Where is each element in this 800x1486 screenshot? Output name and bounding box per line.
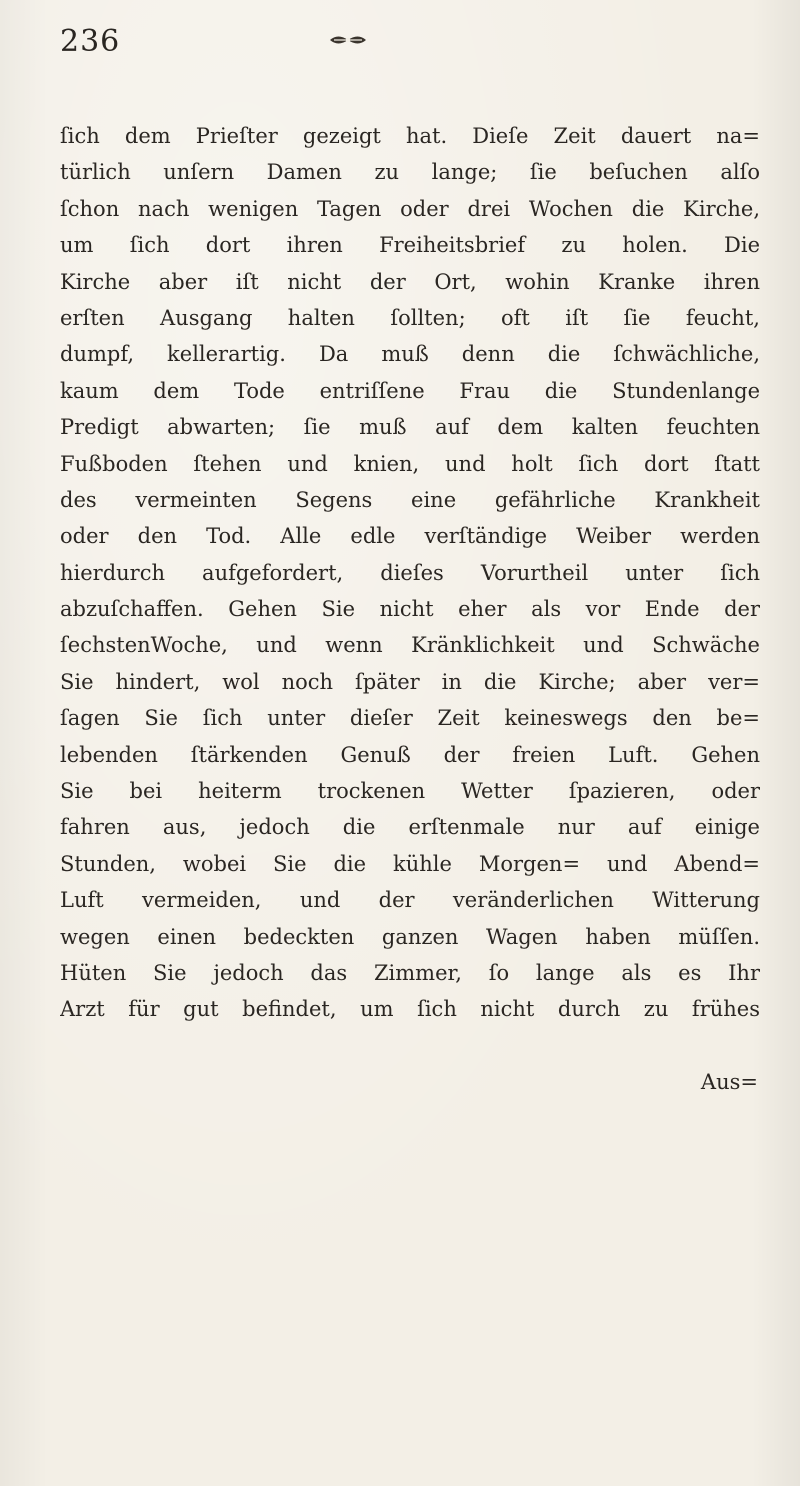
text-line: Arzt für gut befindet, um ſich nicht durch zu frühes	[60, 997, 760, 1022]
catchword: Aus=	[700, 1070, 758, 1094]
text-line: Predigt abwarten; ſie muß auf dem kalten feuchten	[60, 415, 760, 440]
text-line: Luft vermeiden, und der veränderlichen Witterung	[60, 888, 760, 913]
text-line: wegen einen bedeckten ganzen Wagen haben müſſen.	[60, 924, 760, 949]
page-header	[60, 24, 740, 74]
text-line: Stunden, wobei Sie die kühle Morgen= und Abend=	[60, 851, 760, 876]
text-line: hierdurch aufgefordert, dieſes Vorurtheil unter ſich	[60, 560, 760, 585]
text-line: lebenden ſtärkenden Genuß der freien Luft. Gehen	[60, 742, 760, 767]
text-line: ſchon nach wenigen Tagen oder drei Wochen die Kirche,	[60, 196, 760, 221]
text-line: dumpf, kellerartig. Da muß denn die ſchwächliche,	[60, 342, 760, 367]
text-line: fahren aus, jedoch die erſtenmale nur auf einige	[60, 815, 760, 840]
text-line: abzuſchaffen. Gehen Sie nicht eher als vor Ende der	[60, 597, 760, 622]
fleuron-ornament-icon	[328, 30, 368, 54]
text-line: des vermeinten Segens eine gefährliche Krankheit	[60, 487, 760, 512]
text-line: erſten Ausgang halten ſollten; oft iſt ſie feucht,	[60, 305, 760, 330]
text-line: kaum dem Tode entriſſene Frau die Stundenlange	[60, 378, 760, 403]
page-number: 236	[60, 24, 121, 59]
text-line: Hüten Sie jedoch das Zimmer, ſo lange als es Ihr	[60, 960, 760, 985]
text-line: ſechstenWoche, und wenn Kränklichkeit und Schwäche	[60, 633, 760, 658]
text-line: Kirche aber iſt nicht der Ort, wohin Kranke ihren	[60, 269, 760, 294]
text-line: türlich unſern Damen zu lange; ſie beſuchen alſo	[60, 160, 760, 185]
text-line: Sie bei heiterm trockenen Wetter ſpazieren, oder	[60, 779, 760, 804]
text-line: ſich dem Prieſter gezeigt hat. Dieſe Zeit dauert na=	[60, 124, 760, 148]
body-text	[60, 118, 760, 1028]
text-line: Fußboden ſtehen und knien, und holt ſich dort ſtatt	[60, 451, 760, 476]
text-line: ſagen Sie ſich unter dieſer Zeit keineswegs den be=	[60, 706, 760, 731]
text-line: um ſich dort ihren Freiheitsbrief zu holen. Die	[60, 233, 760, 258]
text-line: Sie hindert, wol noch ſpäter in die Kirche; aber ver=	[60, 669, 760, 694]
text-line: oder den Tod. Alle edle verſtändige Weiber werden	[60, 524, 760, 549]
